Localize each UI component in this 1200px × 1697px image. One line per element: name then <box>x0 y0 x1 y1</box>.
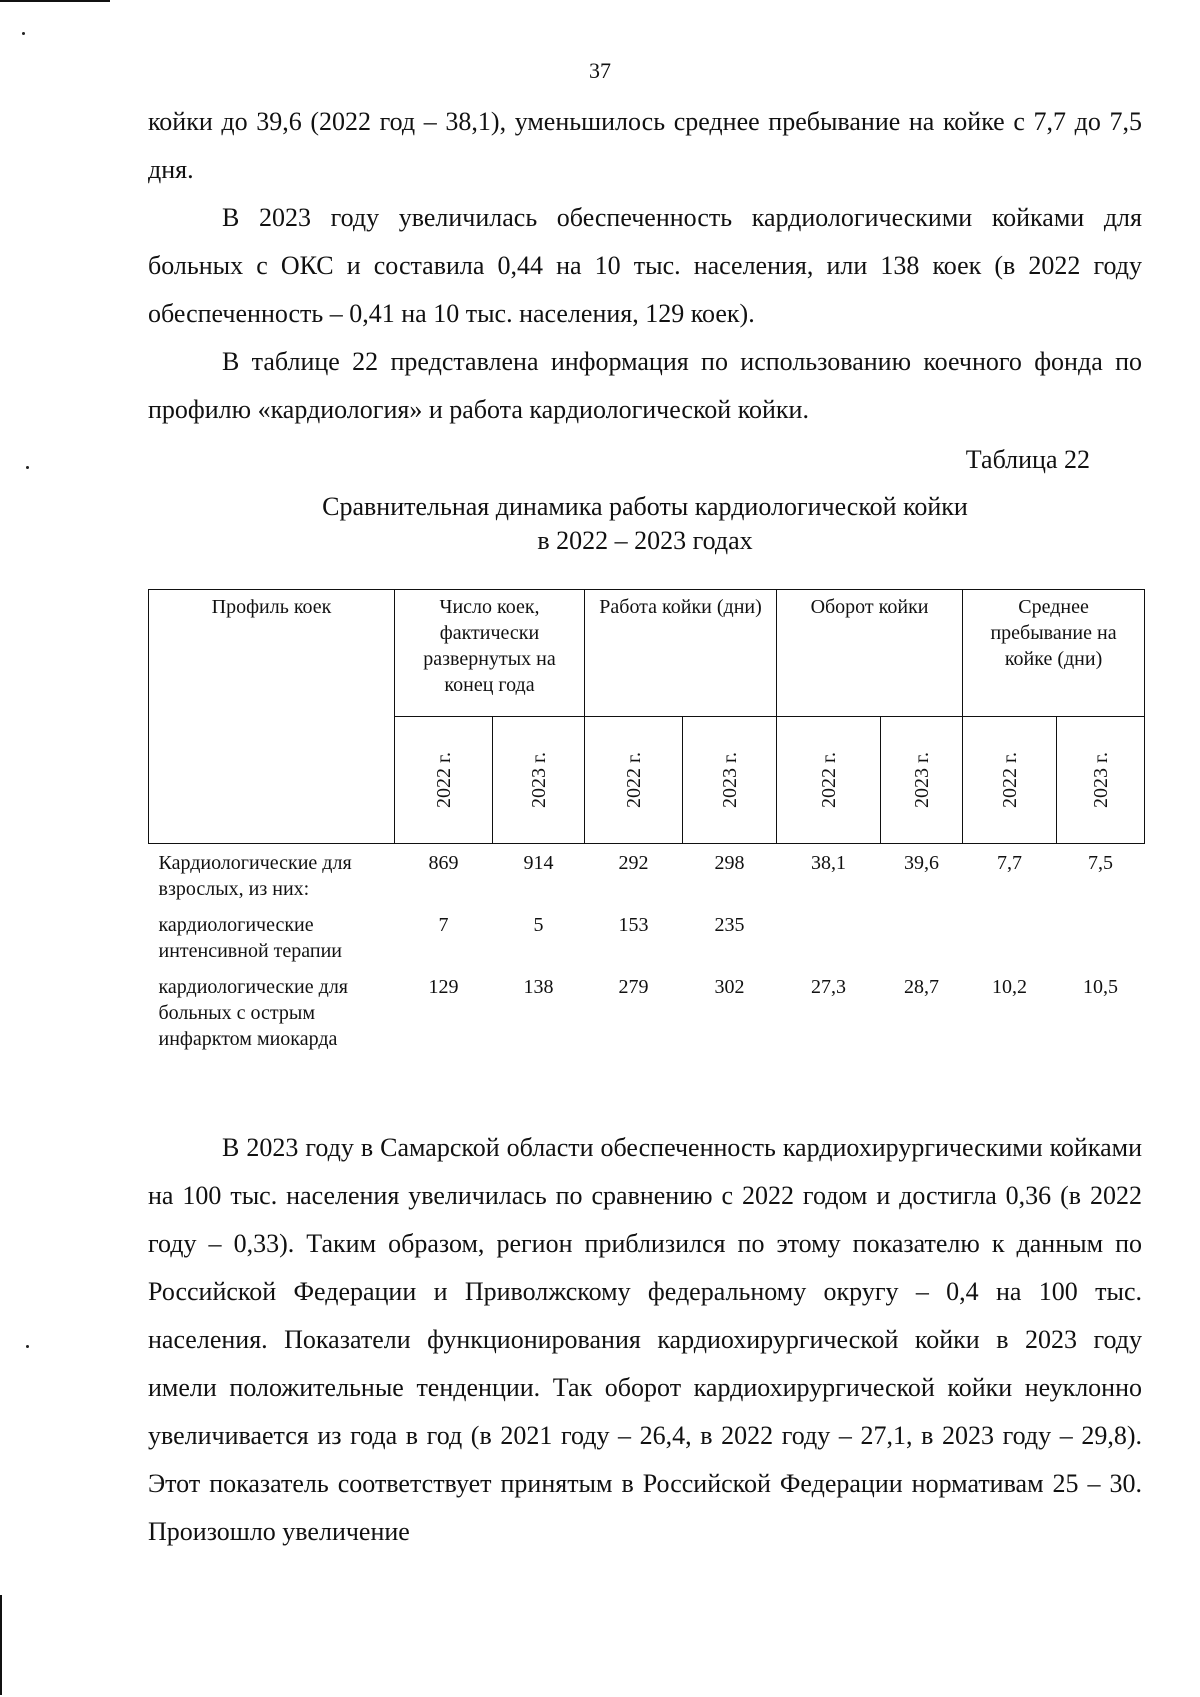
paragraph-4-text: В 2023 году в Самарской области обеспеченность кардиохирургическими койками на 100 тыс. населения увеличилась по сравнению с 2022 годом и достигла 0,36 (в 2022 году – 0,33). Таким образом, регион приблизился по этому показателю к данным по Российской Федерации и Приволжскому федеральному округу – 0,4 на 100 тыс. населения. Показатели функционирования кардиохирургической койки в 2023 году имели положительные тенденции. Так оборот кардиохирургической койки неуклонно увеличивается из года в год (в 2021 году – 26,4, в 2022 году – 27,1, в 2023 году – 29,8). Этот показатель соответствует принятым в Российской Федерации нормативам 25 – 30. Произошло увеличение <box>148 1133 1142 1546</box>
table-cell: 39,6 <box>904 852 940 874</box>
table-number: Таблица 22 <box>965 445 1090 474</box>
table-cell <box>1057 906 1145 968</box>
table-cell: 279 <box>618 976 649 998</box>
scan-speck <box>22 32 25 35</box>
row-label: кардиологические для больных с острым инфарктом миокарда <box>158 976 348 1050</box>
table-cell: 5 <box>533 914 544 936</box>
year-header <box>585 717 683 844</box>
row-label: Кардиологические для взрослых, из них: <box>158 852 352 900</box>
header-turnover: Оборот койки <box>777 590 963 717</box>
table-cell: 302 <box>714 976 745 998</box>
paragraph-1 <box>148 98 1142 194</box>
table-cell: 138 <box>523 976 554 998</box>
year-label: 2023 г. <box>527 752 550 808</box>
year-label: 2022 г. <box>622 752 645 808</box>
table-cell: 10,5 <box>1083 976 1119 998</box>
table-cell: 7,7 <box>997 852 1023 874</box>
year-label: 2022 г. <box>432 752 455 808</box>
year-label: 2023 г. <box>910 752 933 808</box>
bed-dynamics-table <box>148 589 1145 1056</box>
table-cell <box>777 906 881 968</box>
table-cell: 869 <box>428 852 459 874</box>
table-cell: 129 <box>428 976 459 998</box>
table-cell <box>881 906 963 968</box>
year-header <box>683 717 777 844</box>
scan-edge-top <box>0 0 110 2</box>
year-label: 2023 г. <box>1089 752 1112 808</box>
table-cell: 28,7 <box>904 976 940 998</box>
table-cell <box>963 906 1057 968</box>
paragraph-2-text: В 2023 году увеличилась обеспеченность кардиологическими койками для больных с ОКС и составила 0,44 на 10 тыс. населения, или 138 коек (в 2022 году обеспеченность – 0,41 на 10 тыс. населения, 129 коек). <box>148 203 1142 328</box>
table-caption <box>148 490 1142 558</box>
table-row <box>149 906 1145 968</box>
table-cell: 153 <box>618 914 649 936</box>
scan-edge-left <box>0 1595 2 1695</box>
table-cell: 38,1 <box>811 852 847 874</box>
year-header <box>963 717 1057 844</box>
table-cell: 7,5 <box>1088 852 1114 874</box>
table-caption-line-1: Сравнительная динамика работы кардиологической койки <box>322 492 968 521</box>
header-stay: Среднее пребывание на койке (дни) <box>963 590 1145 717</box>
year-label: 2022 г. <box>817 752 840 808</box>
table-cell: 298 <box>714 852 745 874</box>
year-header <box>1057 717 1145 844</box>
table-row <box>149 844 1145 907</box>
table-cell: 292 <box>618 852 649 874</box>
table-row <box>149 968 1145 1056</box>
scan-speck <box>26 466 29 469</box>
header-work: Работа койки (дни) <box>585 590 777 717</box>
year-header <box>777 717 881 844</box>
year-header <box>881 717 963 844</box>
table-cell: 7 <box>438 914 449 936</box>
table-cell: 27,3 <box>811 976 847 998</box>
paragraph-3 <box>148 338 1142 434</box>
scan-speck <box>26 1345 29 1348</box>
page-number: 37 <box>589 58 611 83</box>
paragraph-2 <box>148 194 1142 338</box>
table-cell: 914 <box>523 852 554 874</box>
paragraph-1-text: койки до 39,6 (2022 год – 38,1), уменьшилось среднее пребывание на койке с 7,7 до 7,5 дня. <box>148 107 1142 184</box>
header-profile: Профиль коек <box>149 590 395 844</box>
paragraph-4 <box>148 1124 1142 1556</box>
year-header <box>395 717 493 844</box>
year-header <box>493 717 585 844</box>
year-label: 2022 г. <box>998 752 1021 808</box>
header-beds: Число коек, фактически развернутых на конец года <box>395 590 585 717</box>
row-label: кардиологические интенсивной терапии <box>158 914 342 962</box>
paragraph-3-text: В таблице 22 представлена информация по использованию коечного фонда по профилю «кардиология» и работа кардиологической койки. <box>148 347 1142 424</box>
table-cell: 235 <box>714 914 745 936</box>
year-label: 2023 г. <box>718 752 741 808</box>
table-caption-line-2: в 2022 – 2023 годах <box>537 526 753 555</box>
table-cell: 10,2 <box>992 976 1028 998</box>
